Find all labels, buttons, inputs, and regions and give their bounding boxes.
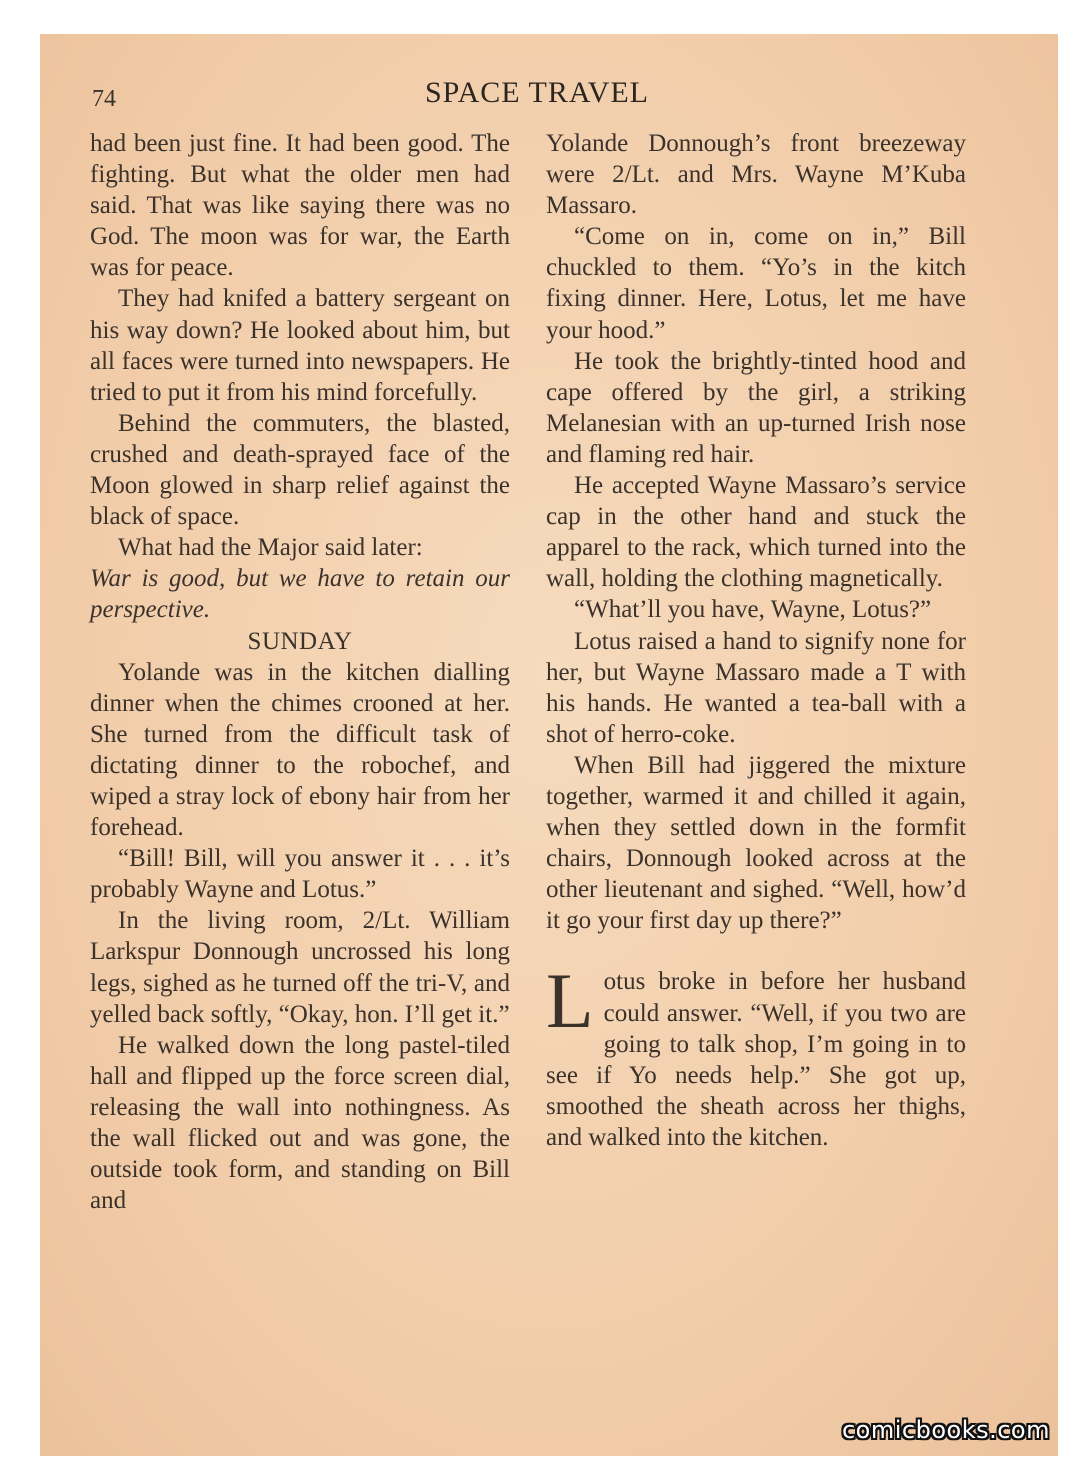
drop-cap: L <box>546 957 594 1045</box>
page-number: 74 <box>92 86 116 112</box>
section-heading: SUNDAY <box>247 627 353 655</box>
paragraph: Yolande was in the kitchen dialling dinner when the chimes crooned at her. She turned from the difficult task of dictating dinner to the robochef, and wiped a stray lock of ebony hair from her forehead. <box>90 658 510 842</box>
paragraph: He accepted Wayne Massaro’s service cap in the other hand and stuck the apparel to the rack, which turned into the wall, holding the clothing magnetically. <box>546 472 966 593</box>
running-title: SPACE TRAVEL <box>424 76 650 109</box>
watermark-logo: comicbooks.com <box>841 1416 1050 1444</box>
left-column <box>90 128 510 1216</box>
paragraph: “Bill! Bill, will you answer it . . . it’s probably Wayne and Lotus.” <box>90 845 510 904</box>
dropcap-paragraph <box>546 957 966 1153</box>
paragraph: He walked down the long pastel-tiled hall and flipped up the force screen dial, releasing the wall into nothingness. As the wall flicked out and was gone, the outside took form, and standing on Bill and <box>90 1031 510 1215</box>
paragraph: Lotus raised a hand to signify none for her, but Wayne Massaro made a T with his hands. He wanted a tea-ball with a shot of herro-coke. <box>546 627 966 748</box>
right-column <box>546 128 966 1153</box>
paragraph: In the living room, 2/Lt. William Larkspur Donnough uncrossed his long legs, sighed as he turned off the tri-V, and yelled back softly, “Okay, hon. I’ll get it.” <box>90 907 510 1028</box>
paragraph: “Come on in, come on in,” Bill chuckled to them. “Yo’s in the kitch fixing dinner. Here, Lotus, let me have your hood.” <box>546 223 966 344</box>
dropcap-paragraph-text: otus broke in before her husband could answer. “Well, if you two are going to talk shop, I’m going in to see if Yo needs help.” She got up, smoothed the sheath across her thighs, and walked into the kitchen. <box>546 968 966 1151</box>
paragraph: had been just fine. It had been good. The fighting. But what the older men had said. That was like saying there was no God. The moon was for war, the Earth was for peace. <box>90 130 510 282</box>
paragraph: Yolande Donnough’s front breezeway were 2/Lt. and Mrs. Wayne M’Kuba Massaro. <box>546 130 966 220</box>
paragraph: He took the brightly-tinted hood and cape offered by the girl, a striking Melanesian with an up-turned Irish nose and flaming red hair. <box>546 347 966 468</box>
paragraph: Behind the commuters, the blasted, crushed and death-sprayed face of the Moon glowed in sharp relief against the black of space. <box>90 409 510 531</box>
paragraph: “What’ll you have, Wayne, Lotus?” <box>574 596 932 624</box>
italic-quote: War is good, but we have to retain our perspective. <box>90 565 510 624</box>
paragraph: They had knifed a battery sergeant on his way down? He looked about him, but all faces were turned into newspapers. He tried to put it from his mind forcefully. <box>90 285 510 406</box>
paragraph: What had the Major said later: <box>118 534 423 562</box>
paragraph: When Bill had jiggered the mixture together, warmed it and chilled it again, when they settled down in the formfit chairs, Donnough looked across at the other lieutenant and sighed. “Well, how’d it go your first day up there?” <box>546 751 966 935</box>
section-break <box>546 936 966 966</box>
